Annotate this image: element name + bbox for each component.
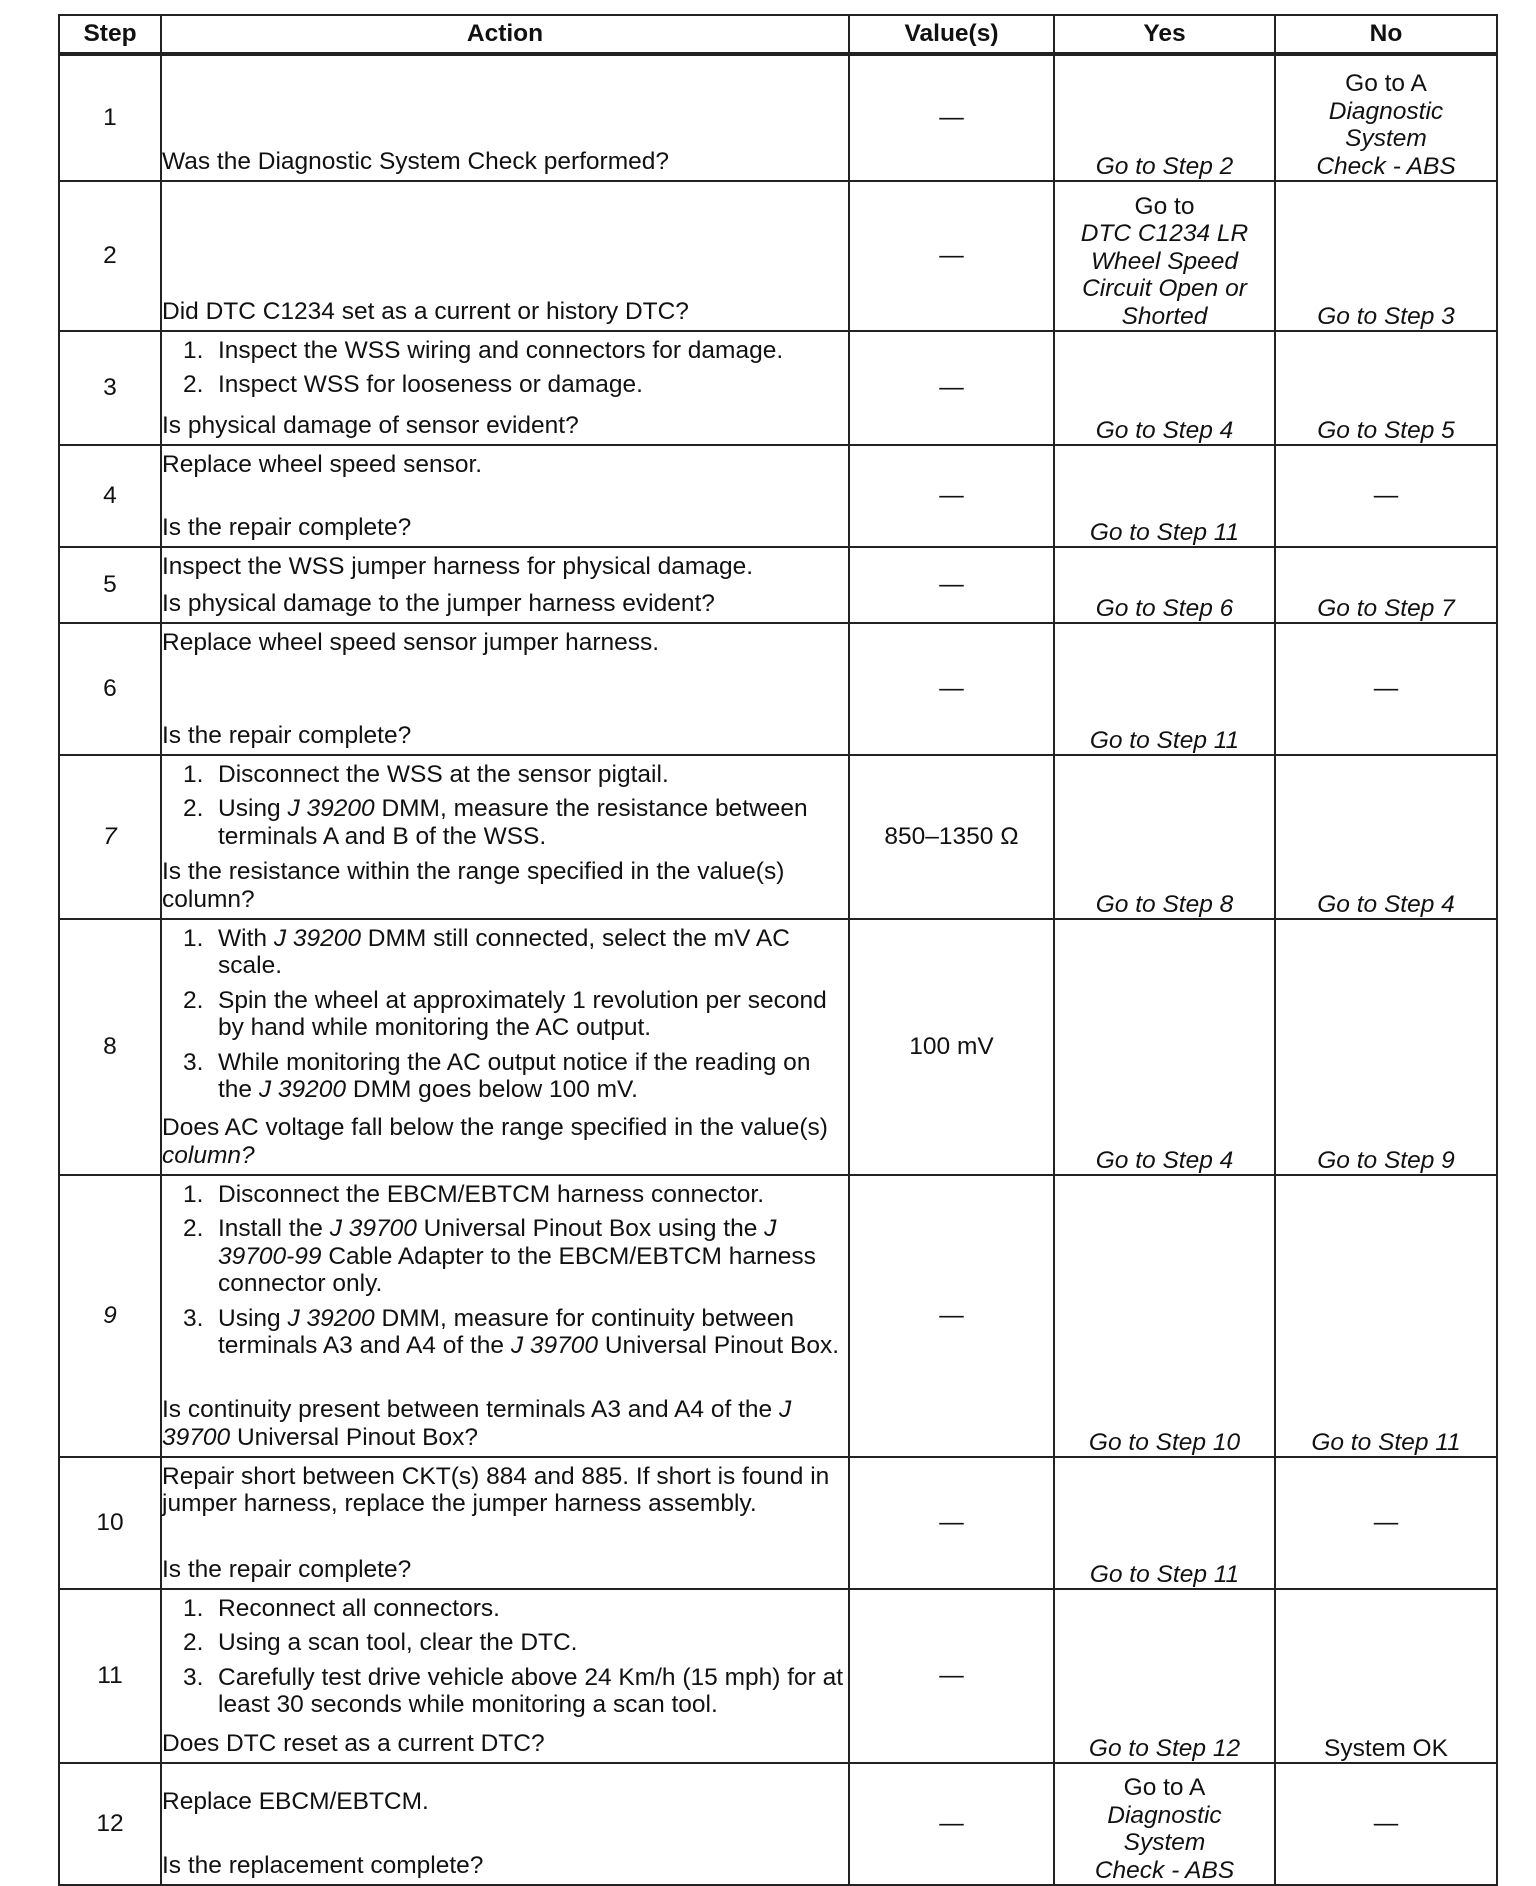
step-number: 3 xyxy=(103,374,117,402)
tool-ref: J 39700 xyxy=(329,1215,417,1243)
action-step: 2. Using a scan tool, clear the DTC. xyxy=(183,1629,578,1657)
action-cell xyxy=(161,755,849,919)
tool-ref: J 39200 xyxy=(287,1304,375,1332)
action-question: Is the replacement complete? xyxy=(162,1851,484,1879)
yes-cell: Go to Step 8 xyxy=(1054,755,1275,919)
action-steps xyxy=(162,761,848,857)
no-cell: System OK xyxy=(1275,1589,1497,1763)
yes-line: Diagnostic xyxy=(1107,1801,1222,1829)
table-header xyxy=(59,15,1497,54)
table-row xyxy=(59,1457,1497,1589)
action-step: 3. While monitoring the AC output notice if the reading on the J 39200 DMM goes below 100 mV. xyxy=(183,1048,811,1104)
yes-line: Go to xyxy=(1134,192,1195,220)
action-question: Is the repair complete? xyxy=(162,513,412,541)
action-question: Is the repair complete? xyxy=(162,721,412,749)
action-question: Is continuity present between terminals A3 and A4 of the J 39700 Universal Pinout Box? xyxy=(162,1396,792,1451)
action-instruction: Replace wheel speed sensor. xyxy=(162,451,483,478)
step-number: 8 xyxy=(103,1033,117,1061)
step-number: 9 xyxy=(103,1302,117,1330)
tool-ref: J 39700 xyxy=(162,1396,792,1451)
action-steps xyxy=(162,925,848,1111)
step-number: 11 xyxy=(97,1662,123,1690)
action-cell xyxy=(161,1457,849,1589)
action-step: 1. Disconnect the WSS at the sensor pigtail. xyxy=(183,761,669,788)
action-step: 2. Using J 39200 DMM, measure the resistance between terminals A and B of the WSS. xyxy=(183,795,808,850)
action-steps xyxy=(162,337,848,406)
action-step: 2. Inspect WSS for looseness or damage. xyxy=(183,371,643,399)
yes-cell: Go to Step 10 xyxy=(1054,1175,1275,1457)
action-cell xyxy=(161,445,849,547)
table-row xyxy=(59,919,1497,1175)
action-question: Did DTC C1234 set as a current or history DTC? xyxy=(162,297,689,325)
action-question: Is physical damage to the jumper harness evident? xyxy=(162,589,715,617)
yes-line: Go to A xyxy=(1123,1774,1206,1802)
action-instruction: Replace wheel speed sensor jumper harness. xyxy=(162,629,660,656)
step-cell xyxy=(59,1175,161,1457)
value-cell: — xyxy=(849,1589,1054,1763)
table-row xyxy=(59,331,1497,445)
value-cell: 100 mV xyxy=(849,919,1054,1175)
tool-ref: J 39700-99 xyxy=(218,1215,777,1270)
no-cell: Go to Step 4 xyxy=(1275,755,1497,919)
value-cell: — xyxy=(849,1457,1054,1589)
step-cell xyxy=(59,445,161,547)
step-number: 2 xyxy=(103,242,117,270)
header-action: Action xyxy=(161,15,849,54)
value-cell: — xyxy=(849,54,1054,181)
value-cell: — xyxy=(849,1763,1054,1885)
table-row xyxy=(59,181,1497,331)
tool-ref: J 39200 xyxy=(273,925,361,952)
value-cell: — xyxy=(849,623,1054,755)
action-question: Does DTC reset as a current DTC? xyxy=(162,1729,545,1757)
action-cell xyxy=(161,1589,849,1763)
yes-line: Wheel Speed xyxy=(1090,247,1239,275)
table-row xyxy=(59,755,1497,919)
step-cell xyxy=(59,919,161,1175)
action-step: 2. Install the J 39700 Universal Pinout Box using the J 39700-99 Cable Adapter to the EBCM/EBTCM harness connector only. xyxy=(183,1215,816,1298)
no-line: Diagnostic xyxy=(1328,97,1444,125)
table-row xyxy=(59,54,1497,181)
action-steps xyxy=(162,1181,848,1367)
yes-cell: Go to Step 12 xyxy=(1054,1589,1275,1763)
table-row xyxy=(59,1175,1497,1457)
yes-cell: Go to Step 4 xyxy=(1054,331,1275,445)
action-cell xyxy=(161,919,849,1175)
step-cell xyxy=(59,623,161,755)
action-instruction: Replace EBCM/EBTCM. xyxy=(162,1788,429,1815)
action-step: 2. Spin the wheel at approximately 1 revolution per second by hand while monitoring the AC output. xyxy=(183,986,827,1042)
step-number: 12 xyxy=(96,1810,124,1838)
step-number: 6 xyxy=(103,675,117,703)
action-cell xyxy=(161,623,849,755)
step-number: 7 xyxy=(103,823,117,851)
action-cell xyxy=(161,1763,849,1885)
no-cell: — xyxy=(1275,1763,1497,1885)
action-step: 3. Carefully test drive vehicle above 24 Km/h (15 mph) for at least 30 seconds while monitoring a scan tool. xyxy=(183,1663,844,1719)
value-cell: — xyxy=(849,547,1054,623)
action-steps xyxy=(162,1595,848,1726)
no-cell: Go to Step 3 xyxy=(1275,181,1497,331)
action-cell xyxy=(161,181,849,331)
header-yes: Yes xyxy=(1054,15,1275,54)
no-cell: Go to Step 9 xyxy=(1275,919,1497,1175)
step-number: 5 xyxy=(103,571,117,599)
table-row xyxy=(59,445,1497,547)
step-number: 1 xyxy=(103,104,117,132)
header-row xyxy=(59,15,1497,54)
no-cell: Go to Step 5 xyxy=(1275,331,1497,445)
yes-cell: Go to Step 11 xyxy=(1054,1457,1275,1589)
yes-cell xyxy=(1054,1763,1275,1885)
no-cell: — xyxy=(1275,445,1497,547)
tool-ref: J 39200 xyxy=(258,1076,347,1104)
table-row xyxy=(59,1589,1497,1763)
value-cell: — xyxy=(849,1175,1054,1457)
no-line: System xyxy=(1345,125,1427,153)
no-cell: — xyxy=(1275,1457,1497,1589)
yes-line: Shorted xyxy=(1121,302,1208,330)
step-cell xyxy=(59,1589,161,1763)
yes-line: Circuit Open or xyxy=(1082,275,1247,303)
step-cell xyxy=(59,547,161,623)
yes-line: Check - ABS xyxy=(1094,1856,1235,1884)
yes-cell: Go to Step 2 xyxy=(1054,54,1275,181)
step-cell xyxy=(59,331,161,445)
yes-cell: Go to Step 11 xyxy=(1054,623,1275,755)
value-cell: — xyxy=(849,181,1054,331)
step-cell xyxy=(59,181,161,331)
no-cell xyxy=(1275,54,1497,181)
action-question: Does AC voltage fall below the range specified in the value(s) column? xyxy=(162,1114,828,1169)
action-question: Is physical damage of sensor evident? xyxy=(162,411,579,439)
tool-ref: J 39200 xyxy=(287,795,375,823)
value-cell: 850–1350 Ω xyxy=(849,755,1054,919)
value-cell: — xyxy=(849,331,1054,445)
yes-cell xyxy=(1054,181,1275,331)
header-step: Step xyxy=(59,15,161,54)
step-cell xyxy=(59,1457,161,1589)
action-step: 1. With J 39200 DMM still connected, select the mV AC scale. xyxy=(183,925,790,980)
no-line: Check - ABS xyxy=(1316,152,1456,180)
step-cell xyxy=(59,54,161,181)
tool-ref: J 39700 xyxy=(510,1332,599,1360)
action-cell xyxy=(161,331,849,445)
yes-cell: Go to Step 6 xyxy=(1054,547,1275,623)
no-line: Go to A xyxy=(1345,70,1427,98)
step-number: 10 xyxy=(96,1509,124,1537)
action-step: 1. Reconnect all connectors. xyxy=(183,1595,500,1622)
yes-cell: Go to Step 11 xyxy=(1054,445,1275,547)
table-body xyxy=(59,54,1497,1885)
diagnostic-table xyxy=(58,14,1498,1886)
action-cell xyxy=(161,1175,849,1457)
action-step: 3. Using J 39200 DMM, measure for continuity between terminals A3 and A4 of the J 39700 Universal Pinout Box. xyxy=(183,1304,840,1360)
action-step: 1. Disconnect the EBCM/EBTCM harness connector. xyxy=(183,1181,765,1208)
step-number: 4 xyxy=(103,482,117,510)
action-instruction: Inspect the WSS jumper harness for physical damage. xyxy=(162,553,754,580)
action-question: Is the repair complete? xyxy=(162,1555,412,1583)
yes-cell: Go to Step 4 xyxy=(1054,919,1275,1175)
table-row xyxy=(59,547,1497,623)
table-row xyxy=(59,1763,1497,1885)
step-cell xyxy=(59,1763,161,1885)
step-cell xyxy=(59,755,161,919)
action-cell xyxy=(161,54,849,181)
table-row xyxy=(59,623,1497,755)
value-cell: — xyxy=(849,445,1054,547)
yes-line: DTC C1234 LR xyxy=(1080,220,1249,248)
no-cell: Go to Step 7 xyxy=(1275,547,1497,623)
header-no: No xyxy=(1275,15,1497,54)
action-step: 1. Inspect the WSS wiring and connectors for damage. xyxy=(183,337,784,364)
yes-line: System xyxy=(1123,1829,1206,1857)
action-question: Was the Diagnostic System Check performed? xyxy=(162,147,669,175)
header-values: Value(s) xyxy=(849,15,1054,54)
action-instruction: Repair short between CKT(s) 884 and 885. If short is found in jumper harness, replace the jumper harness assembly. xyxy=(162,1463,830,1518)
no-cell: Go to Step 11 xyxy=(1275,1175,1497,1457)
action-cell xyxy=(161,547,849,623)
no-cell: — xyxy=(1275,623,1497,755)
action-question: Is the resistance within the range specified in the value(s) column? xyxy=(162,858,785,913)
